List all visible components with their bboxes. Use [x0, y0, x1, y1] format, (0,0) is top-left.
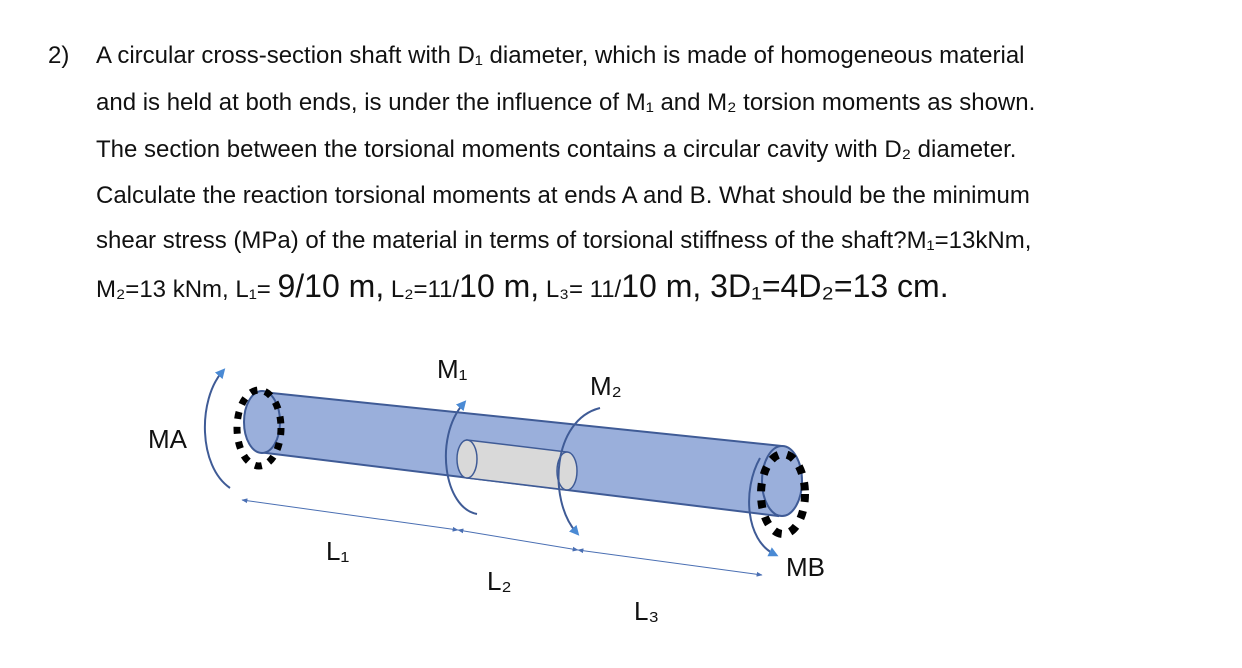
given-values-frac3: 10 m, 3D₁=4D₂=13 cm.: [621, 268, 949, 304]
dimension-l3: [578, 550, 762, 575]
label-mb: MB: [786, 552, 825, 582]
problem-line-6: [96, 268, 949, 305]
moment-a-arrow-icon: [205, 372, 230, 488]
problem-line-3: The section between the torsional moments contains a circular cavity with D₂ diameter.: [96, 136, 1017, 163]
problem-line-1: A circular cross-section shaft with D₁ diameter, which is made of homogeneous material: [96, 42, 1025, 69]
shaft-end-a: [244, 391, 280, 453]
problem-line-5: shear stress (MPa) of the material in terms of torsional stiffness of the shaft?M₁=13kNm,: [96, 227, 1032, 254]
problem-number: 2): [48, 42, 70, 69]
shaft-diagram: [0, 330, 1242, 668]
cavity-end-left: [457, 440, 477, 478]
given-values-frac1: 9/10 m,: [277, 268, 385, 304]
dimension-l2: [458, 530, 578, 550]
label-ma: MA: [148, 424, 187, 454]
problem-line-2: and is held at both ends, is under the influence of M₁ and M₂ torsion moments as shown.: [96, 89, 1036, 116]
label-l1: L₁: [326, 536, 350, 566]
label-m2: M₂: [590, 371, 622, 401]
dimension-l1: [242, 500, 458, 530]
label-l2: L₂: [487, 566, 512, 596]
given-values-part2: L₂=11/: [384, 276, 460, 303]
problem-line-4: Calculate the reaction torsional moments at ends A and B. What should be the minimum: [96, 182, 1030, 209]
given-values-frac2: 10 m,: [459, 268, 540, 304]
given-values-part1: M₂=13 kNm, L₁=: [96, 276, 278, 303]
label-m1: M₁: [437, 354, 468, 384]
given-values-part3: L₃= 11/: [539, 276, 622, 303]
label-l3: L₃: [634, 596, 660, 626]
